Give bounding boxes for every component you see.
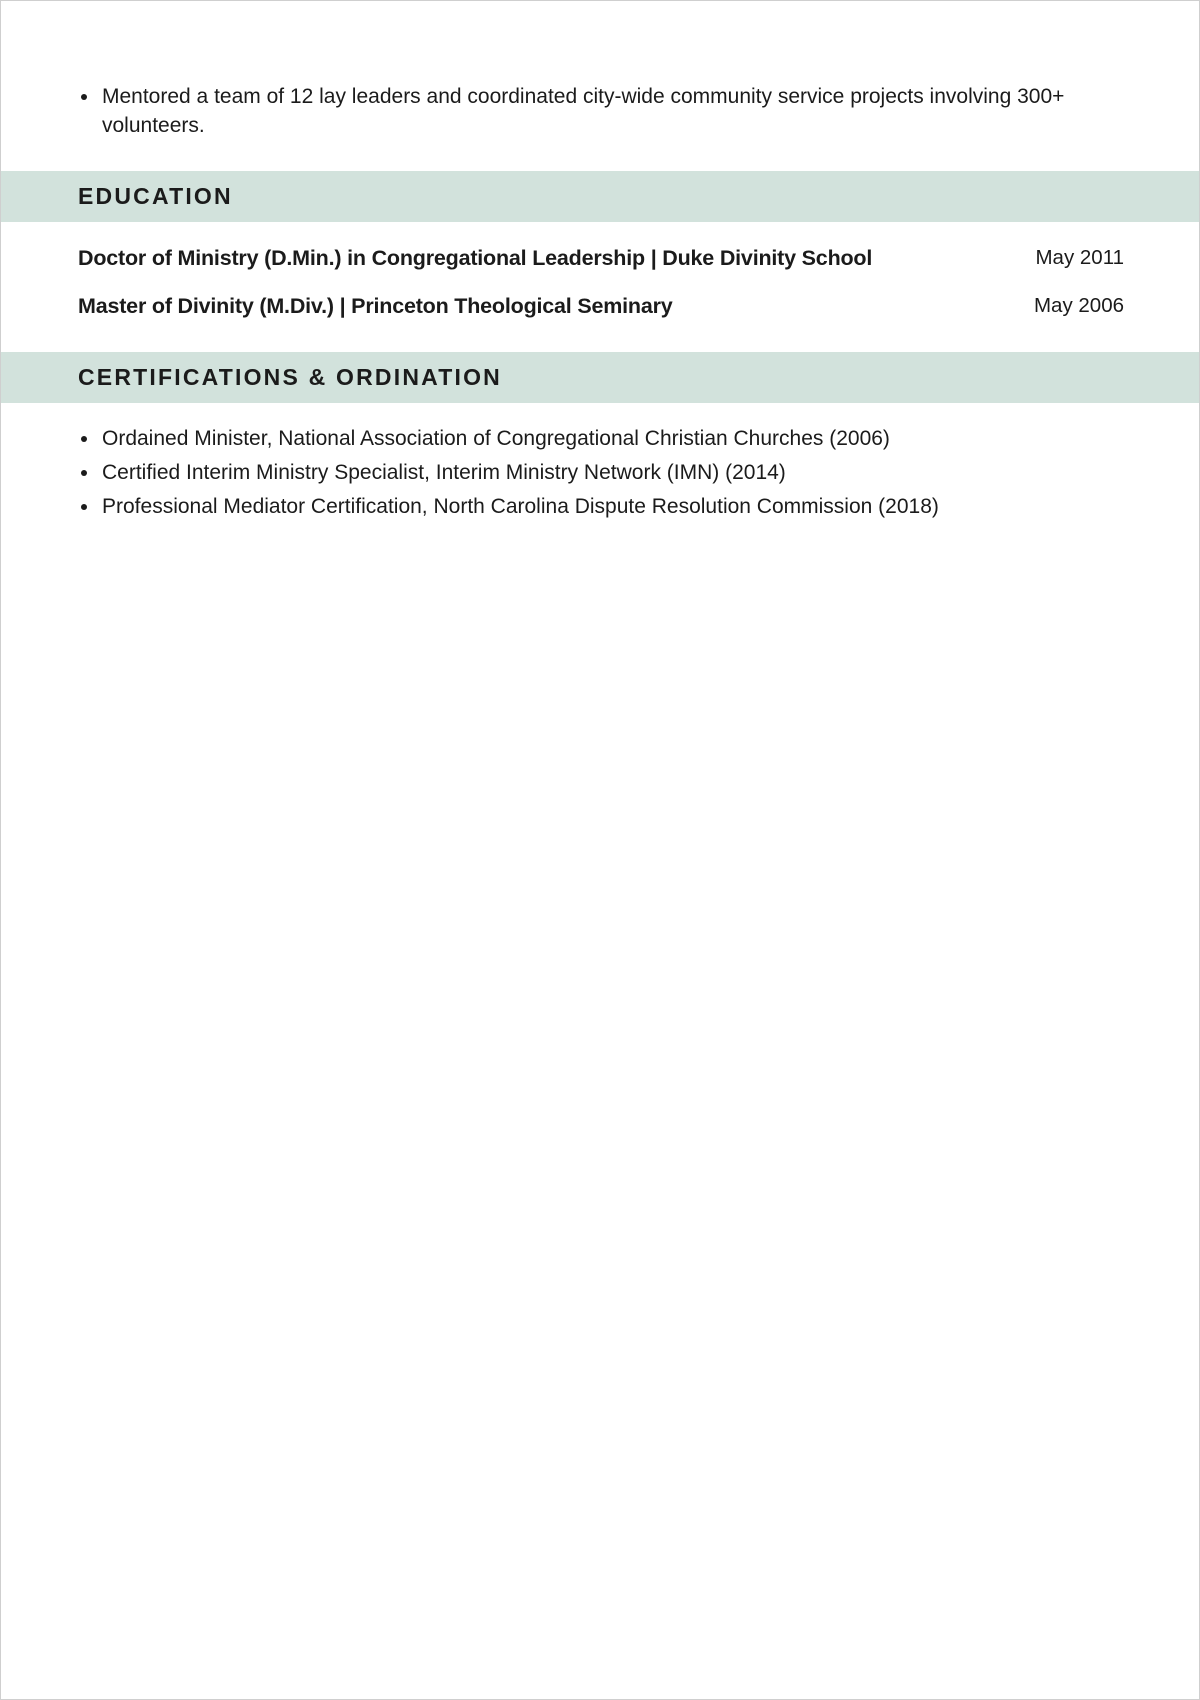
education-degree: Master of Divinity (M.Div.) | Princeton Theological Seminary [78, 293, 673, 318]
certification-item: Professional Mediator Certification, North Carolina Dispute Resolution Commission (2018) [78, 492, 1128, 521]
experience-bullet-list [78, 82, 1128, 140]
certifications-section-header [1, 352, 1199, 403]
education-date: May 2006 [1033, 294, 1124, 317]
certification-item: Ordained Minister, National Association of Congregational Christian Churches (2006) [78, 424, 1128, 453]
experience-bullet: Mentored a team of 12 lay leaders and coordinated city-wide community service projects involving 300+ volunteers. [78, 82, 1128, 140]
education-entry [78, 291, 1124, 321]
education-degree: Doctor of Ministry (D.Min.) in Congregational Leadership | Duke Divinity School [78, 245, 873, 270]
education-date: May 2011 [1035, 246, 1124, 269]
education-section-header [1, 171, 1199, 222]
education-entry [78, 243, 1124, 273]
certifications-heading: CERTIFICATIONS & ORDINATION [78, 364, 502, 390]
certification-item: Certified Interim Ministry Specialist, Interim Ministry Network (IMN) (2014) [78, 458, 1128, 487]
education-heading: EDUCATION [78, 183, 233, 209]
certifications-list [78, 424, 1128, 526]
